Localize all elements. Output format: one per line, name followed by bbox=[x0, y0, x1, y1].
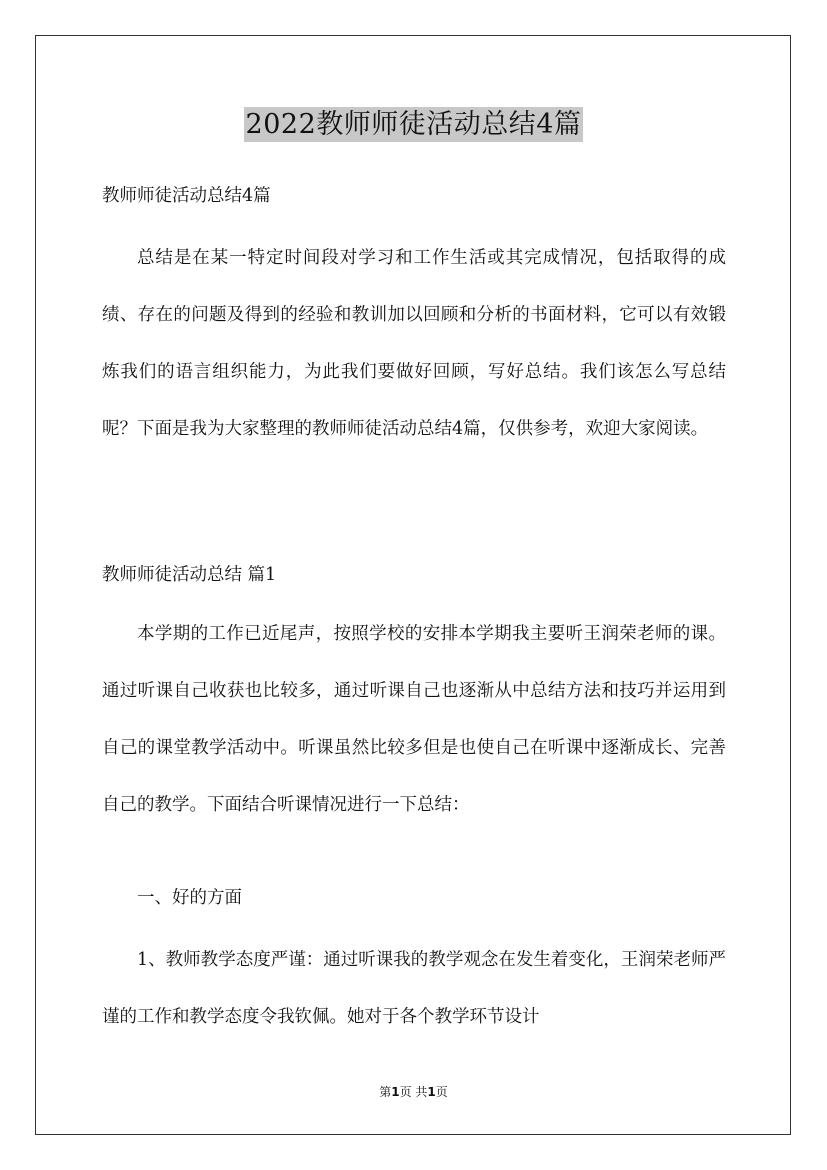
footer-mid: 页 共 bbox=[399, 1085, 428, 1099]
section-title: 教师师徒活动总结 篇1 bbox=[102, 565, 277, 585]
footer-suffix: 页 bbox=[435, 1085, 448, 1099]
body-paragraph-2: 1、教师教学态度严谨：通过听课我的教学观念在发生着变化，王润荣老师严谨的工作和教学态度令我钦佩。她对于各个教学环节设计 bbox=[102, 950, 726, 1027]
page-footer bbox=[0, 1083, 827, 1100]
document-title: 2022教师师徒活动总结4篇 bbox=[245, 109, 582, 140]
document-title-wrap bbox=[0, 102, 827, 141]
footer-prefix: 第 bbox=[379, 1085, 392, 1099]
footer-page-current: 1 bbox=[391, 1085, 400, 1099]
body-paragraph-1: 本学期的工作已近尾声，按照学校的安排本学期我主要听王润荣老师的课。通过听课自己收获也比较多，通过听课自己也逐渐从中总结方法和技巧并运用到自己的课堂教学活动中。听课虽然比较多但是也使自己在听课中逐渐成长、完善自己的教学。下面结合听课情况进行一下总结： bbox=[102, 624, 726, 815]
footer-page-total: 1 bbox=[427, 1085, 436, 1099]
section-heading: 一、好的方面 bbox=[137, 888, 242, 908]
document-subtitle: 教师师徒活动总结4篇 bbox=[102, 186, 271, 206]
intro-paragraph: 总结是在某一特定时间段对学习和工作生活或其完成情况，包括取得的成绩、存在的问题及得到的经验和教训加以回顾和分析的书面材料，它可以有效锻炼我们的语言组织能力，为此我们要做好回顾，写好总结。我们该怎么写总结呢？下面是我为大家整理的教师师徒活动总结4篇，仅供参考，欢迎大家阅读。 bbox=[102, 248, 726, 439]
